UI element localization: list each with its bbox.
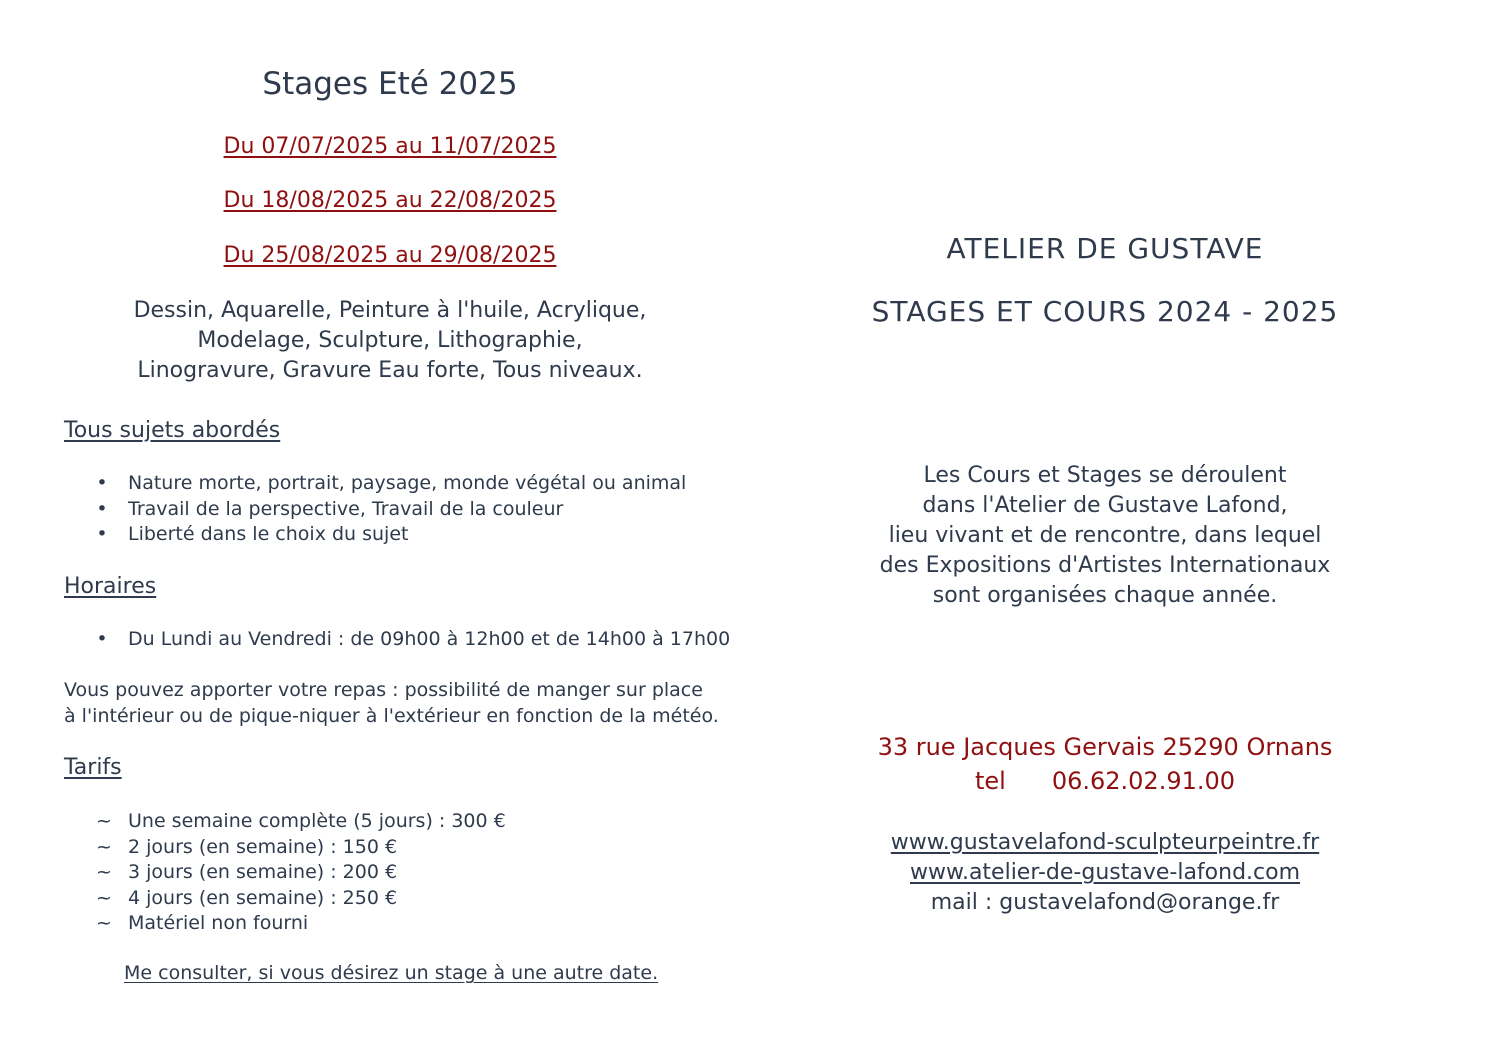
bullet-icon: •: [96, 497, 108, 520]
website-link-1[interactable]: www.gustavelafond-sculpteurpeintre.fr: [890, 830, 1320, 855]
bullet-icon: •: [96, 472, 108, 494]
list-item: ~ 2 jours (en semaine) : 150 €: [96, 835, 506, 861]
intro-line: dans l'Atelier de Gustave Lafond,: [922, 493, 1288, 518]
phone-label: tel: [974, 767, 1006, 795]
address: 33 rue Jacques Gervais 25290 Ornans: [877, 733, 1333, 761]
techniques-line: Linogravure, Gravure Eau forte, Tous niveaux.: [137, 358, 643, 383]
list-item: ~ Une semaine complète (5 jours) : 300 €: [96, 809, 506, 835]
prices-list: [96, 809, 506, 937]
summer-stages-title: Stages Eté 2025: [262, 66, 518, 102]
techniques-line: Dessin, Aquarelle, Peinture à l'huile, Acrylique,: [133, 298, 647, 323]
intro-line: Les Cours et Stages se déroulent: [923, 463, 1287, 488]
prices-heading: Tarifs: [64, 755, 122, 780]
hours-heading: Horaires: [64, 574, 157, 599]
list-item: • Du Lundi au Vendredi : de 09h00 à 12h00 et de 14h00 à 17h00: [96, 627, 730, 653]
tilde-bullet-icon: ~: [96, 912, 112, 935]
website-link-2[interactable]: www.atelier-de-gustave-lafond.com: [909, 860, 1301, 885]
meal-note-line: à l'intérieur ou de pique-niquer à l'extérieur en fonction de la météo.: [64, 704, 719, 727]
bullet-icon: •: [96, 628, 108, 650]
techniques-list: [0, 296, 780, 386]
tilde-bullet-icon: ~: [96, 810, 112, 832]
tilde-bullet-icon: ~: [96, 861, 112, 884]
tilde-bullet-icon: ~: [96, 835, 112, 858]
phone-number: 06.62.02.91.00: [1051, 767, 1236, 795]
list-item: ~ 4 jours (en semaine) : 250 €: [96, 886, 506, 912]
consult-note: Me consulter, si vous désirez un stage à une autre date.: [124, 962, 659, 984]
bullet-icon: •: [96, 523, 108, 546]
stage-date-3: Du 25/08/2025 au 29/08/2025: [223, 243, 557, 268]
techniques-line: Modelage, Sculpture, Lithographie,: [197, 328, 583, 353]
stage-date-2: Du 18/08/2025 au 22/08/2025: [223, 188, 557, 213]
contact-block: [780, 730, 1430, 798]
tilde-bullet-icon: ~: [96, 886, 112, 909]
subjects-list: [96, 471, 686, 548]
email-line: mail : gustavelafond@orange.fr: [930, 890, 1280, 915]
list-item: ~ 3 jours (en semaine) : 200 €: [96, 860, 506, 886]
atelier-intro: [780, 461, 1430, 611]
phone-line: [780, 764, 1430, 798]
list-item: • Liberté dans le choix du sujet: [96, 522, 686, 548]
intro-line: lieu vivant et de rencontre, dans lequel: [888, 523, 1322, 548]
web-links: [780, 828, 1430, 918]
subjects-heading: Tous sujets abordés: [64, 418, 281, 443]
meal-note: [64, 678, 719, 729]
stage-date-1: Du 07/07/2025 au 11/07/2025: [223, 134, 557, 159]
stages-cours-title: STAGES ET COURS 2024 - 2025: [871, 295, 1339, 328]
atelier-title: ATELIER DE GUSTAVE: [946, 232, 1264, 265]
list-item: • Travail de la perspective, Travail de la couleur: [96, 497, 686, 523]
list-item: • Nature morte, portrait, paysage, monde végétal ou animal: [96, 471, 686, 497]
hours-list: [96, 627, 730, 653]
meal-note-line: Vous pouvez apporter votre repas : possibilité de manger sur place: [64, 679, 703, 701]
list-item: ~ Matériel non fourni: [96, 911, 506, 937]
intro-line: des Expositions d'Artistes Internationaux: [879, 553, 1331, 578]
intro-line: sont organisées chaque année.: [932, 583, 1278, 608]
